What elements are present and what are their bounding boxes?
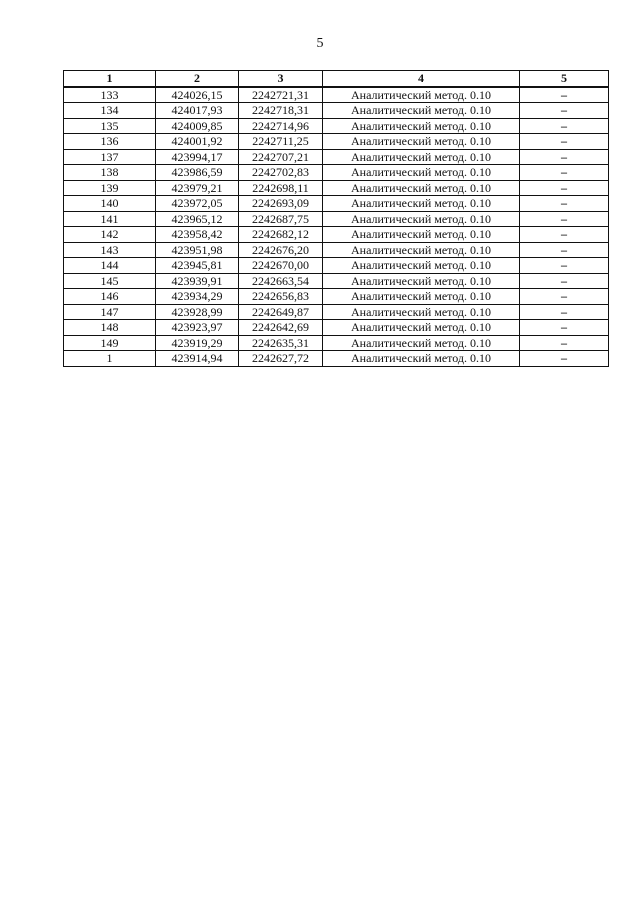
header-row	[64, 71, 609, 87]
cell-y-coordinate: 2242698,11	[239, 180, 323, 196]
cell-note: –	[520, 273, 609, 289]
header-cell-point: 1	[64, 71, 156, 87]
cell-point-number: 134	[64, 103, 156, 119]
cell-note: –	[520, 103, 609, 119]
cell-point-number: 135	[64, 118, 156, 134]
cell-x-coordinate: 423951,98	[156, 242, 239, 258]
cell-note: –	[520, 351, 609, 367]
table-row	[64, 149, 609, 165]
cell-x-coordinate: 423972,05	[156, 196, 239, 212]
cell-method: Аналитический метод. 0.10	[323, 134, 520, 150]
table-row	[64, 103, 609, 119]
cell-x-coordinate: 423979,21	[156, 180, 239, 196]
cell-method: Аналитический метод. 0.10	[323, 242, 520, 258]
cell-note: –	[520, 118, 609, 134]
cell-y-coordinate: 2242656,83	[239, 289, 323, 305]
cell-note: –	[520, 320, 609, 336]
cell-note: –	[520, 180, 609, 196]
cell-method: Аналитический метод. 0.10	[323, 273, 520, 289]
cell-method: Аналитический метод. 0.10	[323, 258, 520, 274]
table-row	[64, 87, 609, 103]
table-row	[64, 351, 609, 367]
table-row	[64, 211, 609, 227]
cell-y-coordinate: 2242687,75	[239, 211, 323, 227]
cell-note: –	[520, 87, 609, 103]
cell-point-number: 142	[64, 227, 156, 243]
cell-point-number: 1	[64, 351, 156, 367]
table-row	[64, 273, 609, 289]
cell-y-coordinate: 2242707,21	[239, 149, 323, 165]
table-row	[64, 320, 609, 336]
cell-note: –	[520, 242, 609, 258]
cell-method: Аналитический метод. 0.10	[323, 211, 520, 227]
cell-method: Аналитический метод. 0.10	[323, 103, 520, 119]
cell-point-number: 140	[64, 196, 156, 212]
cell-x-coordinate: 423994,17	[156, 149, 239, 165]
cell-point-number: 141	[64, 211, 156, 227]
cell-x-coordinate: 424026,15	[156, 87, 239, 103]
table-row	[64, 118, 609, 134]
cell-y-coordinate: 2242663,54	[239, 273, 323, 289]
table-row	[64, 289, 609, 305]
cell-point-number: 139	[64, 180, 156, 196]
cell-x-coordinate: 424001,92	[156, 134, 239, 150]
header-cell-note: 5	[520, 71, 609, 87]
cell-note: –	[520, 196, 609, 212]
cell-y-coordinate: 2242627,72	[239, 351, 323, 367]
cell-x-coordinate: 423928,99	[156, 304, 239, 320]
cell-y-coordinate: 2242676,20	[239, 242, 323, 258]
table-row	[64, 227, 609, 243]
table-body	[64, 87, 609, 367]
table-row	[64, 180, 609, 196]
table-row	[64, 335, 609, 351]
cell-y-coordinate: 2242642,69	[239, 320, 323, 336]
cell-note: –	[520, 258, 609, 274]
cell-method: Аналитический метод. 0.10	[323, 335, 520, 351]
cell-x-coordinate: 424017,93	[156, 103, 239, 119]
cell-x-coordinate: 423919,29	[156, 335, 239, 351]
page-number: 5	[316, 36, 324, 51]
cell-method: Аналитический метод. 0.10	[323, 165, 520, 181]
table-row	[64, 165, 609, 181]
cell-method: Аналитический метод. 0.10	[323, 149, 520, 165]
cell-x-coordinate: 424009,85	[156, 118, 239, 134]
table-row	[64, 242, 609, 258]
cell-x-coordinate: 423923,97	[156, 320, 239, 336]
cell-x-coordinate: 423965,12	[156, 211, 239, 227]
cell-point-number: 137	[64, 149, 156, 165]
cell-point-number: 148	[64, 320, 156, 336]
cell-y-coordinate: 2242670,00	[239, 258, 323, 274]
cell-point-number: 149	[64, 335, 156, 351]
coordinates-table	[63, 70, 609, 367]
cell-point-number: 144	[64, 258, 156, 274]
cell-note: –	[520, 335, 609, 351]
cell-point-number: 138	[64, 165, 156, 181]
cell-note: –	[520, 304, 609, 320]
cell-y-coordinate: 2242714,96	[239, 118, 323, 134]
cell-x-coordinate: 423939,91	[156, 273, 239, 289]
cell-y-coordinate: 2242635,31	[239, 335, 323, 351]
cell-method: Аналитический метод. 0.10	[323, 289, 520, 305]
table-header	[64, 71, 609, 87]
cell-method: Аналитический метод. 0.10	[323, 180, 520, 196]
cell-x-coordinate: 423945,81	[156, 258, 239, 274]
cell-method: Аналитический метод. 0.10	[323, 118, 520, 134]
cell-note: –	[520, 165, 609, 181]
header-cell-x: 2	[156, 71, 239, 87]
cell-method: Аналитический метод. 0.10	[323, 351, 520, 367]
cell-method: Аналитический метод. 0.10	[323, 196, 520, 212]
cell-method: Аналитический метод. 0.10	[323, 227, 520, 243]
cell-x-coordinate: 423958,42	[156, 227, 239, 243]
cell-method: Аналитический метод. 0.10	[323, 87, 520, 103]
cell-note: –	[520, 134, 609, 150]
table-row	[64, 304, 609, 320]
cell-point-number: 133	[64, 87, 156, 103]
cell-y-coordinate: 2242693,09	[239, 196, 323, 212]
cell-point-number: 146	[64, 289, 156, 305]
cell-method: Аналитический метод. 0.10	[323, 304, 520, 320]
cell-y-coordinate: 2242711,25	[239, 134, 323, 150]
table-row	[64, 258, 609, 274]
cell-y-coordinate: 2242721,31	[239, 87, 323, 103]
cell-method: Аналитический метод. 0.10	[323, 320, 520, 336]
cell-y-coordinate: 2242718,31	[239, 103, 323, 119]
cell-y-coordinate: 2242702,83	[239, 165, 323, 181]
cell-y-coordinate: 2242682,12	[239, 227, 323, 243]
cell-note: –	[520, 289, 609, 305]
cell-note: –	[520, 211, 609, 227]
header-cell-y: 3	[239, 71, 323, 87]
cell-note: –	[520, 149, 609, 165]
cell-x-coordinate: 423914,94	[156, 351, 239, 367]
table-row	[64, 134, 609, 150]
table-row	[64, 196, 609, 212]
cell-point-number: 147	[64, 304, 156, 320]
cell-y-coordinate: 2242649,87	[239, 304, 323, 320]
cell-note: –	[520, 227, 609, 243]
cell-point-number: 145	[64, 273, 156, 289]
cell-point-number: 143	[64, 242, 156, 258]
header-cell-method: 4	[323, 71, 520, 87]
cell-x-coordinate: 423986,59	[156, 165, 239, 181]
cell-point-number: 136	[64, 134, 156, 150]
cell-x-coordinate: 423934,29	[156, 289, 239, 305]
